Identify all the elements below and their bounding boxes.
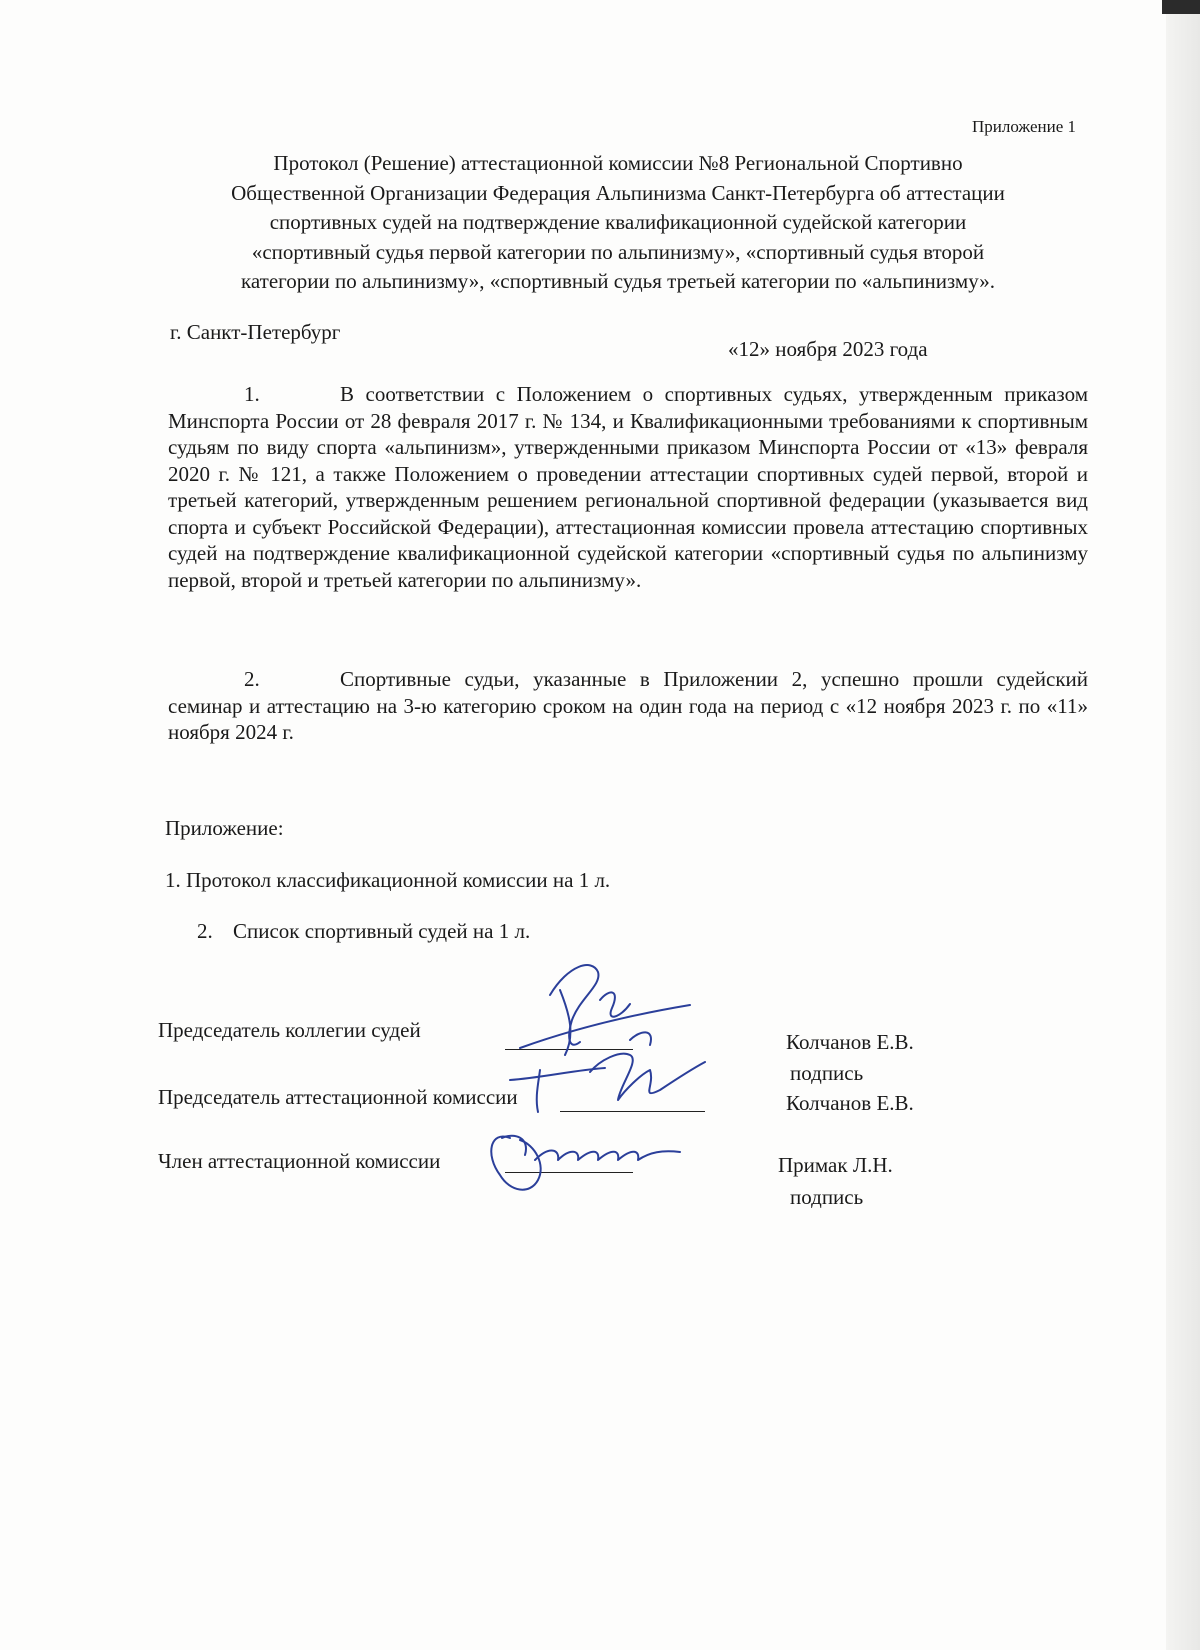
attachment-text: Список спортивный судей на 1 л. (233, 919, 531, 943)
appendix-label: Приложение 1 (972, 117, 1076, 136)
signatory-name: Колчанов Е.В. (786, 1030, 914, 1054)
signature-stroke (535, 1151, 680, 1160)
signature-role: Член аттестационной комиссии (158, 1149, 441, 1173)
signature-stroke (600, 992, 630, 1016)
attachment-number: 2. (197, 919, 213, 943)
signature-stroke (550, 965, 598, 1045)
attachments-heading: Приложение: (165, 816, 284, 840)
paragraph-2 (168, 666, 1088, 746)
document-date: «12» ноября 2023 года (728, 337, 928, 361)
signature-stroke (630, 1032, 651, 1045)
signature-stroke (491, 1136, 540, 1189)
signature-role: Председатель аттестационной комиссии (158, 1085, 518, 1109)
title-line: Протокол (Решение) аттестационной комиссии №8 Региональной Спортивно (273, 151, 963, 175)
scan-corner (1162, 0, 1200, 14)
paragraph-text: В соответствии с Положением о спортивных судьях, утвержденным приказом Минспорта России от 28 февраля 2017 г. № 134, и Квалификационными требованиями к спортивным судьям по виду спорта «альпинизм», утвержденными приказом Минспорта России от «13» февраля 2020 г. № 121, а также Положением о проведении аттестации спортивных судей первой, второй и третьей категорий, утвержденным решением региональной спортивной федерации (указывается вид спорта и субъект Российской Федерации), аттестационная комиссии провела аттестацию спортивных судей на подтверждение квалификационной судейской категории «спортивный судья по альпинизму первой, второй и третьей категории по альпинизму». (168, 382, 1088, 592)
title-line: Общественной Организации Федерация Альпинизма Санкт-Петербурга об аттестации (231, 180, 1005, 205)
signatory-name: Колчанов Е.В. (786, 1091, 914, 1115)
paragraph-number: 1. (244, 382, 260, 406)
title-line: спортивных судей на подтверждение квалификационной судейской категории (269, 210, 967, 234)
paragraph-1 (168, 381, 1088, 593)
city: г. Санкт-Петербург (170, 320, 341, 344)
title-line: категории по альпинизму», «спортивный судья третьей категории по «альпинизму». (241, 269, 995, 293)
attachment-item (197, 919, 530, 944)
signature-stroke (560, 990, 570, 1055)
signature-stroke (520, 1005, 690, 1048)
paragraph-text: Спортивные судьи, указанные в Приложении 2, успешно прошли судейский семинар и аттестацию на 3-ю категорию сроком на один года на период с «12 ноября 2023 г. по «11» ноября 2024 г. (168, 667, 1088, 744)
signature-caption: подпись (790, 1185, 864, 1209)
handwritten-signatures (480, 960, 740, 1210)
signature-stroke (590, 1054, 705, 1100)
document-title (168, 149, 1068, 297)
scan-edge (1166, 0, 1200, 1650)
signatory-name: Примак Л.Н. (778, 1153, 893, 1177)
signature-stroke (502, 1136, 526, 1155)
signature-role: Председатель коллегии судей (158, 1018, 421, 1042)
signature-caption: подпись (790, 1061, 864, 1085)
paragraph-number: 2. (244, 667, 260, 691)
title-line: «спортивный судья первой категории по альпинизму», «спортивный судья второй (251, 239, 985, 264)
attachment-item: 1. Протокол классификационной комиссии на 1 л. (165, 868, 611, 892)
